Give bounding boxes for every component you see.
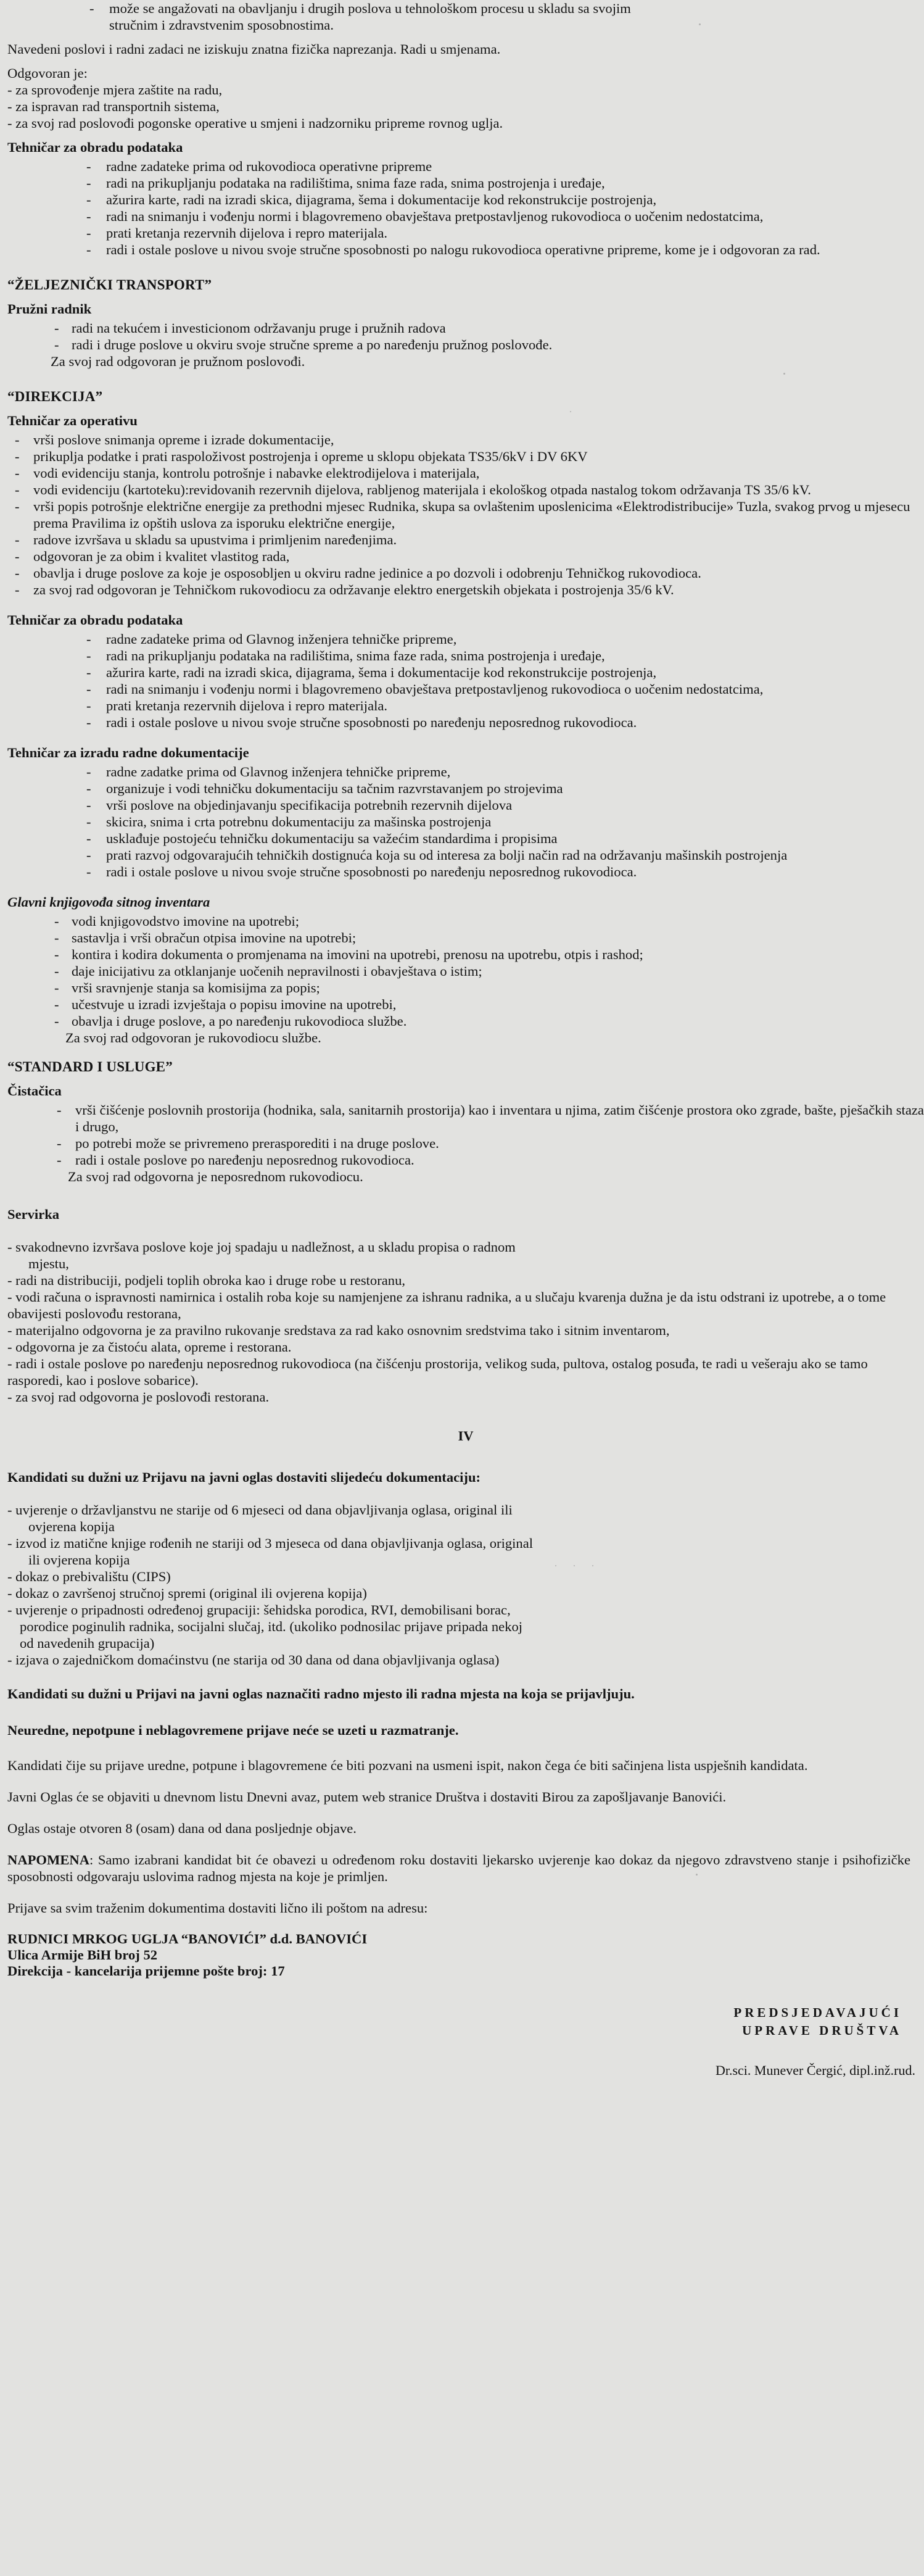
print-speck [699, 23, 701, 25]
list-item: - radi na tekućem i investicionom održavanju pruge i pružnih radova [7, 320, 924, 336]
list-item: - svakodnevno izvršava poslove koje joj spadaju u nadležnost, a u skladu propisa o radnom mjestu, [7, 1239, 516, 1271]
list-item: - radi i ostale poslove u nivou svoje stručne sposobnosti po nalogu rukovodioca operativne pripreme, kome je i odgovoran za rad. [7, 241, 924, 258]
list-item: - kontira i kodira dokumenta o promjenama na imovini na upotrebi, prenosu na upotrebu, otpis i rashod; [7, 946, 924, 963]
interview-note: Kandidati čije su prijave uredne, potpune i blagovremene će biti pozvani na usmeni ispit, nakon čega će biti sačinjena lista uspješnih kandidata. [7, 1758, 808, 1773]
doc-tech-title: Tehničar za izradu radne dokumentacije [7, 745, 249, 760]
list-item: - prikuplja podatke i prati raspoloživost postrojenja i opreme u sklopu objekata TS35/6kV i DV 6KV [7, 448, 924, 465]
responsible-list [7, 81, 924, 131]
tech1-list [7, 158, 924, 258]
transport-note: Za svoj rad odgovoran je pružnom poslovođi. [51, 354, 305, 369]
operative-list [7, 431, 924, 598]
list-item: - vodi knjigovodstvo imovine na upotrebi; [7, 913, 924, 929]
list-item: - dokaz o prebivalištu (CIPS) [7, 1569, 171, 1584]
list-item: - sastavlja i vrši obračun otpisa imovine na upotrebi; [7, 929, 924, 946]
list-item: - vrši sravnjenje stanja sa komisijma za popis; [7, 979, 924, 996]
waitress-title: Servirka [7, 1207, 60, 1222]
responsible-item: - za svoj rad poslovođi pogonske operative u smjeni i nadzorniku pripreme rovnog uglja. [7, 115, 503, 131]
cleaner-note: Za svoj rad odgovorna je neposrednom rukovodiocu. [68, 1169, 363, 1184]
list-item: - odgovorna je za čistoću alata, opreme i restorana. [7, 1339, 292, 1355]
list-item: - vrši popis potrošnje električne energije za prethodni mjesec Rudnika, skupa sa ovlaštenim uposlenicima «Elektrodistribucije» Tuzla, svakog prvog u mjesecu prema Pravilima iz opštih uslova za isporuku električne energije, [7, 498, 924, 531]
list-item: - vodi računa o ispravnosti namirnica i ostalih roba koje su namjenjene za ishranu radnika, a u slučaju kvarenja dužna je da istu odstrani iz upotrebe, a o tome obavijesti poslovođu restorana, [7, 1289, 886, 1321]
list-item: - organizuje i vodi tehničku dokumentaciju sa tačnim razvrstavanjem po strojevima [7, 780, 924, 797]
signature-subtitle: UPRAVE DRUŠTVA [742, 2023, 902, 2038]
publication-note: Javni Oglas će se objaviti u dnevnom listu Dnevni avaz, putem web stranice Društva i dostaviti Birou za zapošljavanje Banovići. [7, 1789, 727, 1805]
list-item: - radi i druge poslove u okviru svoje stručne spreme a po naređenju pružnog poslovođe. [7, 336, 924, 353]
list-item: - radne zadatke prima od Glavnog inženjera tehničke pripreme, [7, 763, 924, 780]
list-item: - radi i ostale poslove po naređenju neposrednog rukovodioca (na čišćenju prostorija, velikog suda, pultova, ostalog posuđa, te radi u vešeraju ako se tamo rasporedi, kao i poslove sobarice). [7, 1356, 868, 1388]
intro-note: Navedeni poslovi i radni zadaci ne iziskuju znatna fizička naprezanja. Radi u smjenama. [7, 41, 501, 57]
list-item: - skicira, snima i crta potrebnu dokumentaciju za mašinska postrojenja [7, 813, 924, 830]
doc-tech-list [7, 763, 924, 880]
print-speck [555, 1565, 556, 1566]
responsible-item: - za sprovođenje mjera zaštite na radu, [7, 82, 223, 98]
list-item: - daje inicijativu za otklanjanje uočenih nepravilnosti i obavještava o istim; [7, 963, 924, 979]
intro-line-2: stručnim i zdravstvenim sposobnostima. [109, 17, 334, 33]
list-item: - za svoj rad odgovoran je Tehničkom rukovodiocu za održavanje elektro energetskih objekata i postrojenja 35/6 kV. [7, 581, 924, 598]
position-note: Kandidati su dužni u Prijavi na javni oglas naznačiti radno mjesto ili radna mjesta na koja se prijavljuju. [7, 1686, 635, 1701]
tech1-title: Tehničar za obradu podataka [7, 139, 183, 155]
section-number: IV [458, 1428, 474, 1444]
list-item: - radi i ostale poslove u nivou svoje stručne sposobnosti po naređenju neposrednog rukovodioca. [7, 714, 924, 731]
inventory-list [7, 913, 924, 1029]
docs-title: Kandidati su dužni uz Prijavu na javni oglas dostaviti slijedeću dokumentaciju: [7, 1469, 481, 1485]
list-item: - obavlja i druge poslove za koje je osposobljen u okviru radne jedinice a po dozvoli i odobrenju Tehničkog rukovodioca. [7, 565, 924, 581]
list-item: - odgovoran je za obim i kvalitet vlastitog rada, [7, 548, 924, 565]
list-item: - radi na snimanju i vođenju normi i blagovremeno obavještava pretpostavljenog rukovodioca o uočenim nedostatcima, [7, 681, 924, 697]
list-item: - uvjerenje o državljanstvu ne starije od 6 mjeseci od dana objavljivanja oglasa, original ili ovjerena kopija [7, 1502, 513, 1534]
print-speck [574, 1565, 575, 1566]
intro-list [7, 0, 924, 33]
list-item: - učestvuje u izradi izvještaja o popisu imovine na upotrebi, [7, 996, 924, 1013]
waitress-list [7, 1239, 924, 1405]
data-tech-title: Tehničar za obradu podataka [7, 612, 183, 628]
intro-line-1: može se angažovati na obavljanju i drugih poslova u tehnološkom procesu u skladu sa svojim [109, 1, 631, 16]
list-item: - radi na distribuciji, podjeli toplih obroka kao i druge robe u restoranu, [7, 1273, 406, 1288]
list-item: - radne zadateke prima od Glavnog inženjera tehničke pripreme, [7, 631, 924, 647]
list-item: - ažurira karte, radi na izradi skica, dijagrama, šema i dokumentacije kod rekonstrukcije postrojenja, [7, 191, 924, 208]
list-item: - radi i ostale poslove u nivou svoje stručne sposobnosti po naređenju neposrednog rukovodioca. [7, 863, 924, 880]
list-item: - ažurira karte, radi na izradi skica, dijagrama, šema i dokumentacije kod rekonstrukcije postrojenja, [7, 664, 924, 681]
print-speck [696, 1874, 698, 1876]
print-speck [570, 411, 571, 412]
list-item: - radi na prikupljanju podataka na radilištima, snima faze rada, snima postrojenja i uređaje, [7, 647, 924, 664]
transport-heading: “ŽELJEZNIČKI TRANSPORT” [7, 277, 212, 293]
list-item: - materijalno odgovorna je za pravilno rukovanje sredstava za rad kako osnovnim sredstvima tako i sitnim inventarom, [7, 1323, 670, 1338]
inventory-title: Glavni knjigovođa sitnog inventara [7, 894, 210, 910]
print-speck [783, 373, 785, 375]
napomena-label: NAPOMENA [7, 1852, 90, 1868]
list-item: - izvod iz matične knjige rođenih ne stariji od 3 mjeseca od dana objavljivanja oglasa, original ili ovjerena kopija [7, 1535, 534, 1568]
open-note: Oglas ostaje otvoren 8 (osam) dana od dana posljednje objave. [7, 1821, 357, 1836]
list-item: - obavlja i druge poslove, a po naređenju rukovodioca službe. [7, 1013, 924, 1029]
street-address: Ulica Armije BiH broj 52 [7, 1947, 158, 1963]
office-address: Direkcija - kancelarija prijemne pošte broj: 17 [7, 1963, 285, 1979]
print-speck [592, 1565, 593, 1566]
signature-block [7, 2004, 924, 2040]
list-item: - prati razvoj odgovarajućih tehničkih dostignuća koja su od interesa za bolji način rad na održavanju mašinskih postrojenja [7, 847, 924, 863]
list-item: - prati kretanja rezervnih dijelova i repro materijala. [7, 225, 924, 241]
incomplete-note: Neuredne, nepotpune i neblagovremene prijave neće se uzeti u razmatranje. [7, 1722, 459, 1738]
list-item: - vodi evidenciju stanja, kontrolu potrošnje i nabavke elektrodijelova i materijala, [7, 465, 924, 481]
napomena-text: : Samo izabrani kandidat bit će obavezi u određenom roku dostaviti ljekarsko uvjerenje kao dokaz da njegovo zdravstveno stanje i psihofizičke sposobnosti odgovaraju uslovima radnog mjesta na koje je primljen. [7, 1852, 910, 1884]
cleaner-title: Čistačica [7, 1083, 62, 1099]
list-item: - radi i ostale poslove po naređenju neposrednog rukovodioca. [7, 1152, 924, 1168]
list-item: - vodi evidenciju (kartoteku):revidovanih rezervnih dijelova, rabljenog materijala i ekološkog otpada nastalog tokom održavanja TS 35/6 kV. [7, 481, 924, 498]
list-item: - vrši čišćenje poslovnih prostorija (hodnika, sala, sanitarnih prostorija) kao i inventara u njima, zatim čišćenje prostora oko zgrade, bašte, pješačkih staza i drugo, [7, 1102, 924, 1135]
list-item: - izjava o zajedničkom domaćinstvu (ne starija od 30 dana od dana objavljivanja oglasa) [7, 1652, 500, 1668]
data-tech-list [7, 631, 924, 731]
cleaner-list [7, 1102, 924, 1168]
list-item: - usklađuje postojeću tehničku dokumentaciju sa važećim standardima i propisima [7, 830, 924, 847]
list-item: - za svoj rad odgovorna je poslovođi restorana. [7, 1389, 270, 1405]
delivery-note: Prijave sa svim traženim dokumentima dostaviti lično ili poštom na adresu: [7, 1900, 428, 1916]
signature-title: PREDSJEDAVAJUĆI [733, 2005, 902, 2020]
signer-name: Dr.sci. Munever Čergić, dipl.inž.rud. [715, 2063, 915, 2078]
inventory-note: Za svoj rad odgovoran je rukovodiocu službe. [65, 1030, 321, 1045]
standard-heading: “STANDARD I USLUGE” [7, 1059, 173, 1074]
list-item: - uvjerenje o pripadnosti određenoj grupaciji: šehidska porodica, RVI, demobilisani borac, porodice poginulih radnika, socijalni slučaj, itd. (ukoliko podnosilac prijave pripada nekoj od navedenih grupacija) [7, 1602, 523, 1651]
company-name: RUDNICI MRKOG UGLJA “BANOVIĆI” d.d. BANOVIĆI [7, 1931, 368, 1947]
list-item: - radi na prikupljanju podataka na radilištima, snima faze rada, snima postrojenja i uređaje, [7, 175, 924, 191]
list-item: - radne zadateke prima od rukovodioca operativne pripreme [7, 158, 924, 175]
transport-list [7, 320, 924, 353]
docs-list [7, 1502, 924, 1668]
list-item: - radi na snimanju i vođenju normi i blagovremeno obavještava pretpostavljenog rukovodioca o uočenim nedostatcima, [7, 208, 924, 225]
list-item [7, 0, 924, 33]
list-item: - po potrebi može se privremeno prerasporediti i na druge poslove. [7, 1135, 924, 1152]
responsible-title: Odgovoran je: [7, 65, 88, 81]
list-item: - vrši poslove na objedinjavanju specifikacija potrebnih rezervnih dijelova [7, 797, 924, 813]
list-item: - vrši poslove snimanja opreme i izrade dokumentacije, [7, 431, 924, 448]
responsible-item: - za ispravan rad transportnih sistema, [7, 99, 220, 114]
transport-title: Pružni radnik [7, 301, 92, 317]
list-item: - dokaz o završenoj stručnoj spremi (original ili ovjerena kopija) [7, 1585, 367, 1601]
napomena-paragraph [7, 1851, 924, 1885]
direkcija-heading: “DIREKCIJA” [7, 389, 103, 404]
operative-title: Tehničar za operativu [7, 413, 138, 428]
list-item: - prati kretanja rezervnih dijelova i repro materijala. [7, 697, 924, 714]
address-block [7, 1931, 924, 1979]
list-item: - radove izvršava u skladu sa upustvima i primljenim naređenjima. [7, 531, 924, 548]
